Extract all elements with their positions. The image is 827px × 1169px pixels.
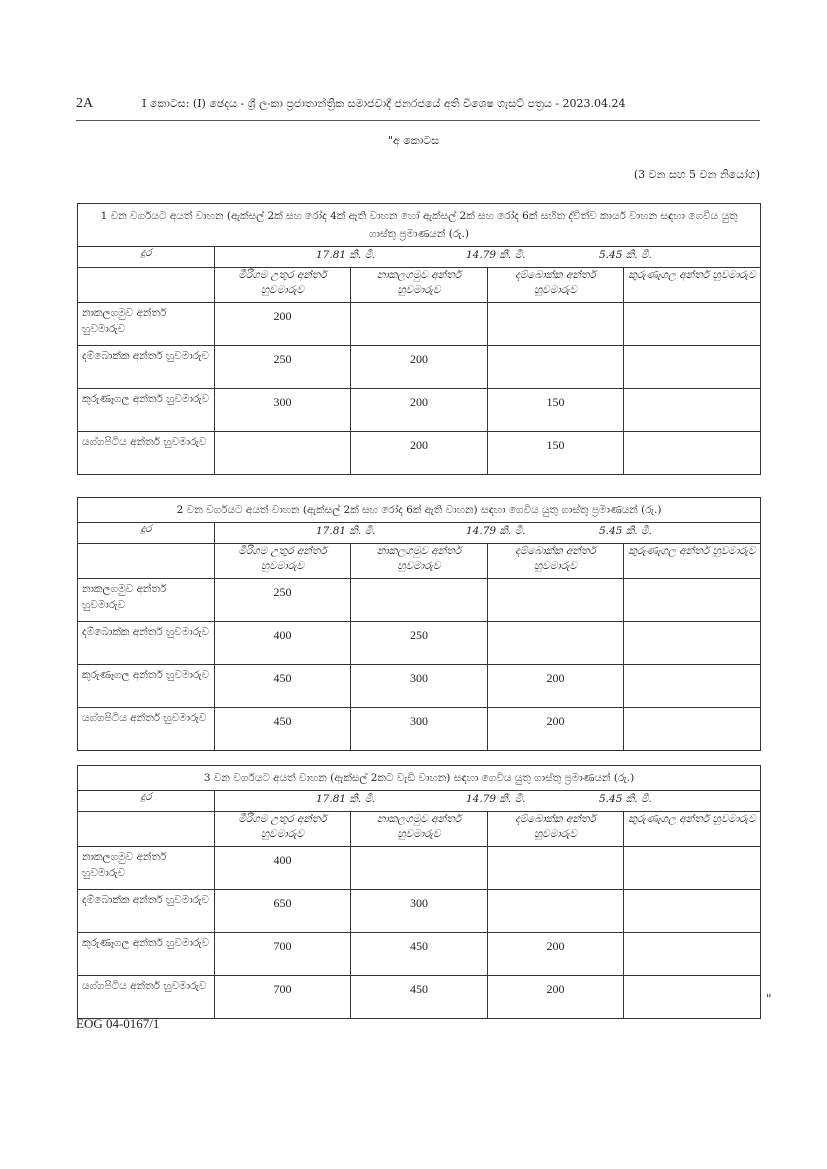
distance-value: 14.79 කි. මී. — [466, 249, 526, 261]
fee-cell — [215, 432, 351, 475]
fee-cell — [488, 303, 624, 346]
fee-cell — [351, 579, 488, 622]
regulation-note: (3 වන සහ 5 වන නියෝග) — [633, 168, 760, 181]
page-header — [76, 96, 760, 116]
table-row — [78, 976, 761, 1019]
column-header: නාකලගමුව අන්තර් හුවමාරුව — [351, 268, 488, 303]
distance-value: 17.81 කි. මී. — [316, 525, 376, 537]
column-header: කුරුණෑගල අන්තර් හුවමාරුව — [624, 544, 761, 579]
fee-cell: 650 — [215, 890, 351, 933]
fee-cell — [624, 847, 761, 890]
column-header: නාකලගමුව අන්තර් හුවමාරුව — [351, 812, 488, 847]
fee-cell: 300 — [351, 665, 488, 708]
distance-bar — [215, 523, 761, 544]
fee-cell: 700 — [215, 933, 351, 976]
table-row — [78, 847, 761, 890]
distance-value: 5.45 කි. මී. — [599, 525, 652, 537]
fee-cell: 450 — [215, 708, 351, 751]
page-number: 2A — [76, 96, 94, 111]
fee-cell — [624, 665, 761, 708]
fee-cell: 200 — [488, 976, 624, 1019]
row-label: යග්ගපිටිය අන්තර් හුවමාරුව — [78, 708, 215, 751]
column-header: කුරුණෑගල අන්තර් හුවමාරුව — [624, 268, 761, 303]
fee-cell — [624, 346, 761, 389]
header-rule — [76, 120, 760, 121]
row-label: කුරුණෑගල අන්තර් හුවමාරුව — [78, 933, 215, 976]
fee-cell: 200 — [351, 432, 488, 475]
distance-value: 17.81 කි. මී. — [316, 249, 376, 261]
fee-cell — [624, 389, 761, 432]
empty-header-cell — [78, 268, 215, 303]
distance-label: දුර — [78, 523, 215, 544]
column-header: මීරිගම උතුර අන්තර් හුවමාරුව — [215, 544, 351, 579]
table-caption: 2 වන වර්ගයට අයත් වාහන (ඇක්සල් 2ක් සහ රෝද 6ක් ඇති වාහන) සඳහා ගෙවිය යුතු ගාස්තු ප්‍රමාණයන් (රු.) — [78, 498, 761, 523]
table-caption: 3 වන වර්ගයට අයත් වාහන (ඇක්සල් 2කට වැඩි වාහන) සඳහා ගෙවිය යුතු ගාස්තු ප්‍රමාණයන් (රු.) — [78, 766, 761, 791]
fee-cell — [624, 976, 761, 1019]
column-header: මීරිගම උතුර අන්තර් හුවමාරුව — [215, 268, 351, 303]
fee-cell — [488, 847, 624, 890]
fee-cell: 450 — [351, 933, 488, 976]
empty-header-cell — [78, 544, 215, 579]
fee-cell: 200 — [488, 708, 624, 751]
fee-cell: 450 — [351, 976, 488, 1019]
table-row — [78, 708, 761, 751]
column-header: දම්බොක්ක අන්තර් හුවමාරුව — [488, 268, 624, 303]
fee-cell — [351, 303, 488, 346]
fee-cell — [488, 890, 624, 933]
fee-cell — [624, 708, 761, 751]
fee-cell: 200 — [351, 346, 488, 389]
fee-cell — [624, 933, 761, 976]
row-label: නාකලගමුව අන්තර් හුවමාරුව — [78, 847, 215, 890]
fee-cell: 250 — [351, 622, 488, 665]
fee-cell: 300 — [351, 890, 488, 933]
fee-cell — [624, 303, 761, 346]
table-row — [78, 346, 761, 389]
fee-cell: 700 — [215, 976, 351, 1019]
fee-table-class-2 — [77, 497, 761, 751]
distance-value: 14.79 කි. මී. — [466, 793, 526, 805]
row-label: දම්බොක්ක අන්තර් හුවමාරුව — [78, 622, 215, 665]
closing-quote: " — [766, 992, 772, 1006]
distance-value: 14.79 කි. මී. — [466, 525, 526, 537]
distance-value: 5.45 කි. මී. — [599, 793, 652, 805]
row-label: කුරුණෑගල අන්තර් හුවමාරුව — [78, 665, 215, 708]
fee-cell: 250 — [215, 579, 351, 622]
fee-cell — [624, 579, 761, 622]
table-row — [78, 622, 761, 665]
distance-bar — [215, 791, 761, 812]
row-label: නාකලගමුව අන්තර් හුවමාරුව — [78, 303, 215, 346]
fee-cell: 150 — [488, 432, 624, 475]
row-label: නාකලගමුව අන්තර් හුවමාරුව — [78, 579, 215, 622]
table-row — [78, 303, 761, 346]
column-header: කුරුණෑගල අන්තර් හුවමාරුව — [624, 812, 761, 847]
fee-cell — [624, 622, 761, 665]
fee-cell: 250 — [215, 346, 351, 389]
table-row — [78, 890, 761, 933]
distance-value: 17.81 කි. මී. — [316, 793, 376, 805]
fee-cell: 200 — [351, 389, 488, 432]
fee-cell — [488, 346, 624, 389]
fee-table-class-3 — [77, 765, 761, 1019]
fee-cell — [624, 890, 761, 933]
gazette-header-title: I කොටස: (I) ඡෙදය - ශ්‍රී ලංකා ප්‍රජාතාන්ත්‍රික සමාජවාදී ජනරජයේ අති විශෙෂ ගැසට් පත්‍රය - 2023.04.24 — [142, 97, 626, 110]
distance-bar — [215, 247, 761, 268]
table-row — [78, 933, 761, 976]
row-label: දම්බොක්ක අන්තර් හුවමාරුව — [78, 346, 215, 389]
fee-table-class-1 — [77, 203, 761, 475]
table-caption: 1 වන වර්ගයට අයත් වාහන (ඇක්සල් 2ක් සහ රෝද 4ක් ඇති වාහන හෝ ඇක්සල් 2ක් සහ රෝද 6ක් සහිත ද්විත්ව කාර්ය වාහන සඳහා ගෙවිය යුතු ගාස්තු ප්‍රමාණයන් (රු.) — [78, 204, 761, 247]
fee-cell — [488, 579, 624, 622]
footer-code: EOG 04-0167/1 — [76, 1016, 160, 1031]
row-label: කුරුණෑගල අන්තර් හුවමාරුව — [78, 389, 215, 432]
section-title: "අ කොටස — [387, 134, 440, 147]
row-label: යග්ගපිටිය අන්තර් හුවමාරුව — [78, 976, 215, 1019]
row-label: යග්ගපිටිය අන්තර් හුවමාරුව — [78, 432, 215, 475]
fee-cell — [624, 432, 761, 475]
fee-cell: 200 — [488, 665, 624, 708]
table-row — [78, 389, 761, 432]
fee-cell: 400 — [215, 622, 351, 665]
table-row — [78, 665, 761, 708]
fee-cell: 200 — [488, 933, 624, 976]
fee-cell: 450 — [215, 665, 351, 708]
fee-cell: 400 — [215, 847, 351, 890]
fee-cell: 300 — [351, 708, 488, 751]
fee-cell — [488, 622, 624, 665]
fee-cell — [351, 847, 488, 890]
table-row — [78, 432, 761, 475]
fee-cell: 200 — [215, 303, 351, 346]
row-label: දම්බොක්ක අන්තර් හුවමාරුව — [78, 890, 215, 933]
column-header: දම්බොක්ක අන්තර් හුවමාරුව — [488, 544, 624, 579]
table-row — [78, 579, 761, 622]
distance-label: දුර — [78, 791, 215, 812]
column-header: දම්බොක්ක අන්තර් හුවමාරුව — [488, 812, 624, 847]
fee-cell: 150 — [488, 389, 624, 432]
fee-cell: 300 — [215, 389, 351, 432]
distance-label: දුර — [78, 247, 215, 268]
column-header: නාකලගමුව අන්තර් හුවමාරුව — [351, 544, 488, 579]
column-header: මීරිගම උතුර අන්තර් හුවමාරුව — [215, 812, 351, 847]
empty-header-cell — [78, 812, 215, 847]
distance-value: 5.45 කි. මී. — [599, 249, 652, 261]
